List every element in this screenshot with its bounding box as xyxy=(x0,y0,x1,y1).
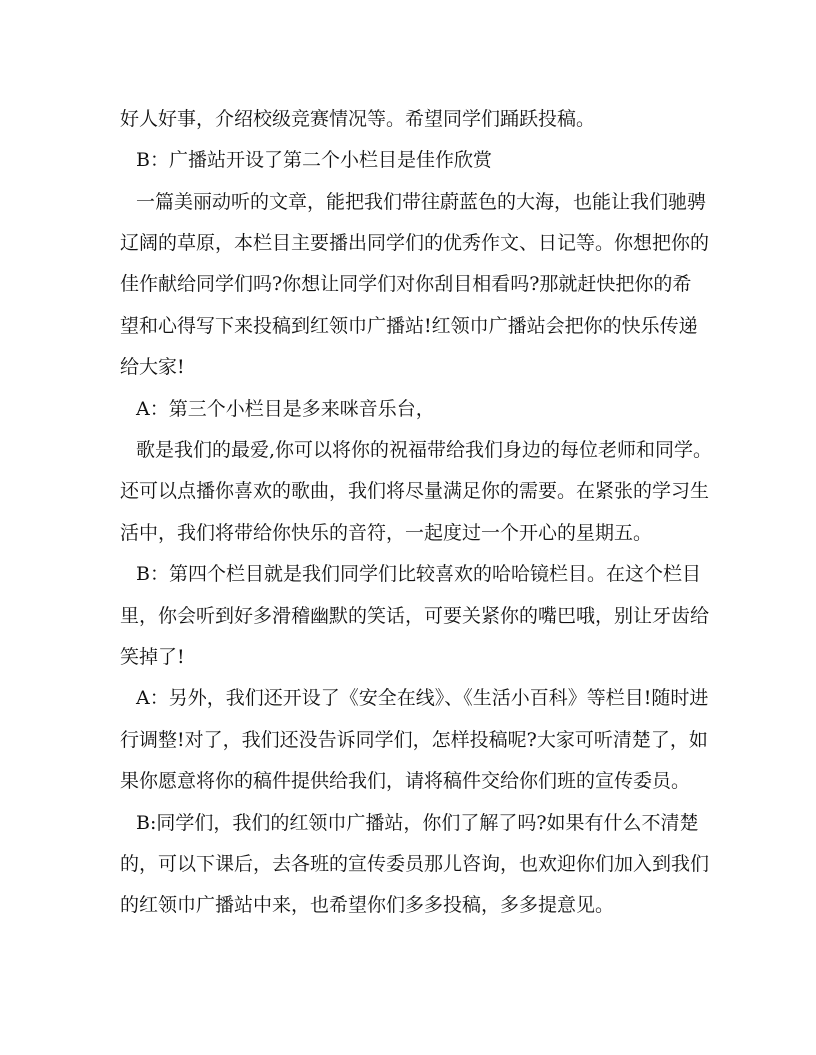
text-line: 的，可以下课后，去各班的宣传委员那儿咨询，也欢迎你们加入到我们 xyxy=(120,853,710,875)
text-line: 果你愿意将你的稿件提供给我们，请将稿件交给你们班的宣传委员。 xyxy=(120,770,691,792)
text-line: 好人好事，介绍校级竞赛情况等。希望同学们踊跃投稿。 xyxy=(120,108,596,130)
text-line: 笑掉了! xyxy=(120,646,185,668)
text-line: B：广播站开设了第二个小栏目是佳作欣赏 xyxy=(136,149,492,171)
text-line: 佳作献给同学们吗?你想让同学们对你刮目相看吗?那就赶快把你的希 xyxy=(120,273,692,295)
text-line: 里，你会听到好多滑稽幽默的笑话，可要关紧你的嘴巴哦，别让牙齿给 xyxy=(120,605,710,627)
text-line: 还可以点播你喜欢的歌曲，我们将尽量满足你的需要。在紧张的学习生 xyxy=(120,480,710,502)
text-line: A：另外，我们还开设了《安全在线》、《生活小百科》等栏目!随时进 xyxy=(136,687,709,709)
text-line: 的红领巾广播站中来，也希望你们多多投稿，多多提意见。 xyxy=(120,894,615,916)
text-line: 给大家! xyxy=(120,356,185,378)
text-line: 一篇美丽动听的文章，能把我们带往蔚蓝色的大海，也能让我们驰骋 xyxy=(136,191,707,213)
text-line: 行调整!对了，我们还没告诉同学们，怎样投稿呢?大家可听清楚了，如 xyxy=(120,729,708,751)
text-line: B:同学们，我们的红领巾广播站，你们了解了吗?如果有什么不清楚 xyxy=(136,812,699,834)
text-line: 望和心得写下来投稿到红领巾广播站!红领巾广播站会把你的快乐传递 xyxy=(120,315,698,337)
text-line: 活中，我们将带给你快乐的音符，一起度过一个开心的星期五。 xyxy=(120,522,653,544)
text-line: A：第三个小栏目是多来咪音乐台， xyxy=(136,398,435,420)
text-line: 辽阔的草原，本栏目主要播出同学们的优秀作文、日记等。你想把你的 xyxy=(120,232,710,254)
text-line: B：第四个栏目就是我们同学们比较喜欢的哈哈镜栏目。在这个栏目 xyxy=(136,563,701,585)
text-line: 歌是我们的最爱,你可以将你的祝福带给我们身边的每位老师和同学。 xyxy=(136,439,713,461)
